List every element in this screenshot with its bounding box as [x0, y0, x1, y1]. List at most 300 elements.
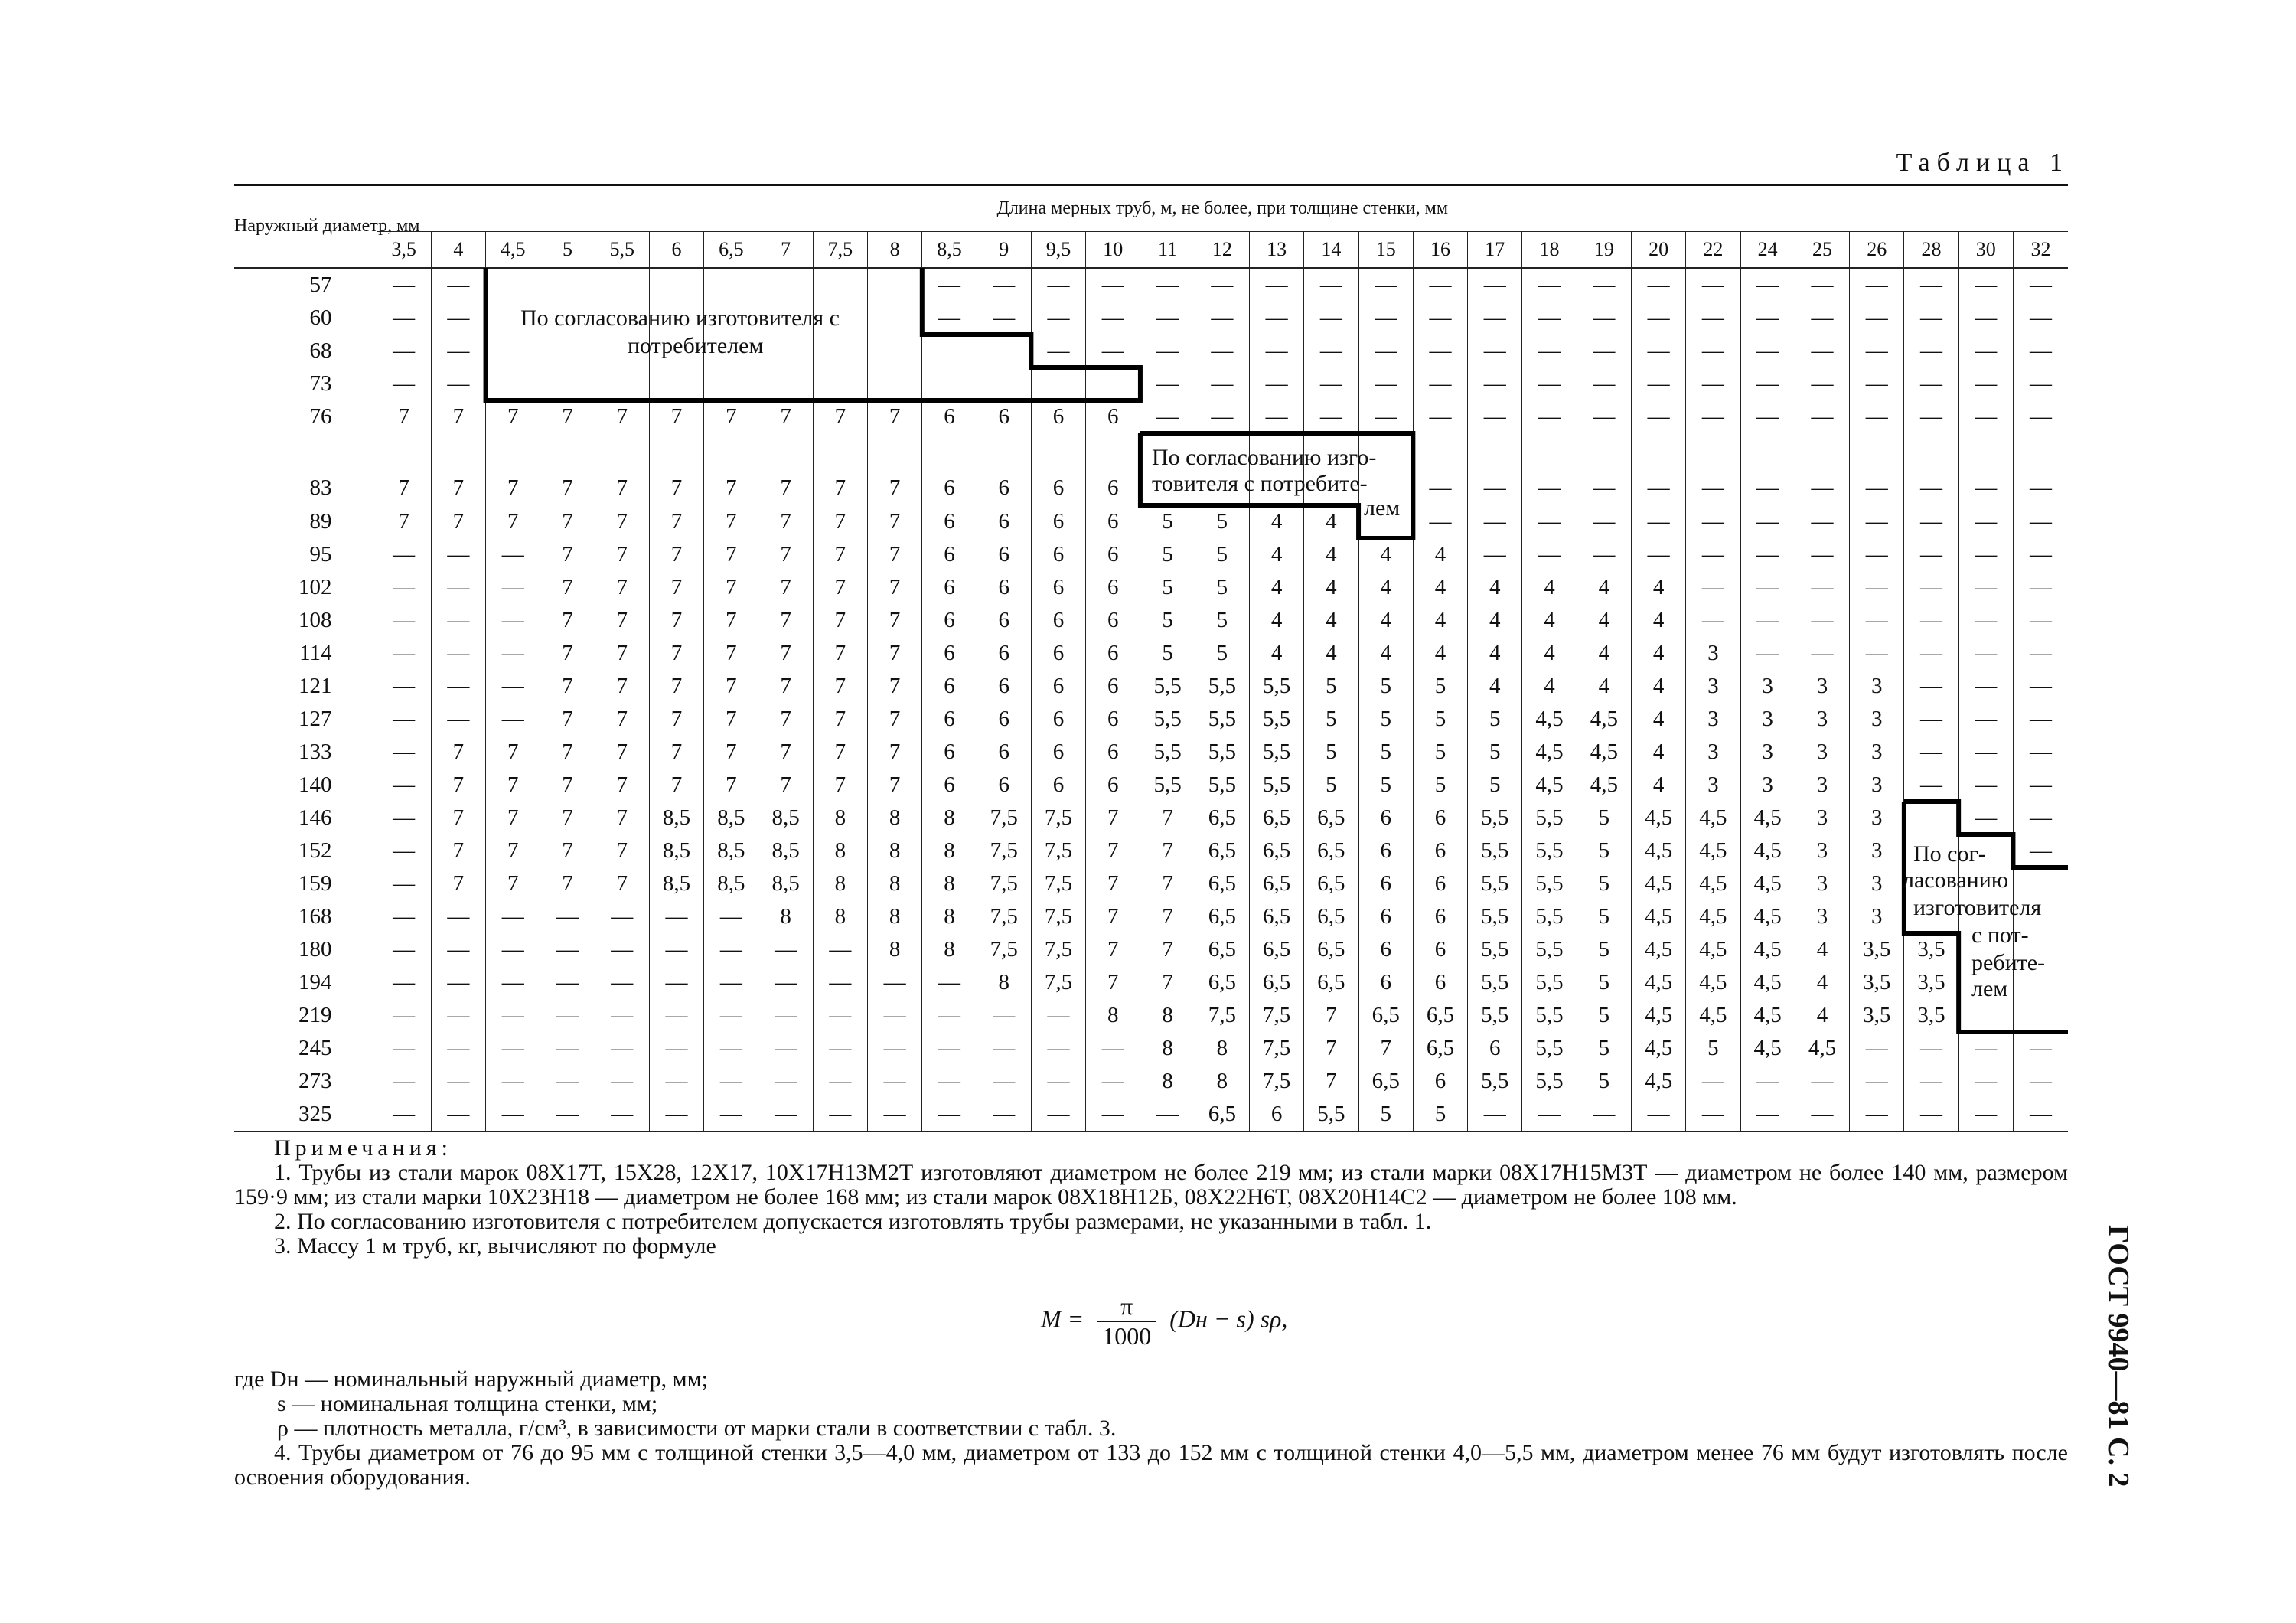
- length-cell: 4,5: [1686, 966, 1740, 999]
- diameter-cell: 73: [309, 371, 332, 396]
- length-cell: —: [1522, 268, 1577, 302]
- length-cell: 7: [704, 571, 758, 604]
- length-cell: 7: [431, 433, 485, 505]
- length-cell: —: [431, 966, 485, 999]
- length-cell: —: [2013, 400, 2068, 433]
- length-cell: —: [1250, 268, 1304, 302]
- length-cell: 8: [1140, 999, 1195, 1032]
- length-cell: 7: [758, 703, 813, 736]
- length-cell: —: [1086, 268, 1140, 302]
- length-cell: 7,5: [1250, 1032, 1304, 1065]
- length-cell: 6,5: [1304, 867, 1358, 900]
- length-cell: 4: [1304, 604, 1358, 637]
- length-cell: 7: [813, 736, 867, 769]
- length-cell: 4: [1577, 670, 1631, 703]
- length-cell: —: [377, 637, 431, 670]
- length-cell: —: [1304, 400, 1358, 433]
- length-cell: 7: [868, 604, 922, 637]
- length-cell: —: [758, 966, 813, 999]
- length-cell: —: [1795, 335, 1849, 367]
- table-row: [234, 268, 2068, 302]
- length-cell: —: [377, 834, 431, 867]
- length-cell: 4,5: [1740, 802, 1795, 834]
- length-cell: —: [1522, 400, 1577, 433]
- length-cell: 4,5: [1686, 802, 1740, 834]
- length-cell: 6: [977, 433, 1031, 505]
- length-cell: 5: [1195, 538, 1249, 571]
- length-cell: 7: [704, 433, 758, 505]
- length-cell: 6,5: [1304, 900, 1358, 933]
- length-cell: —: [486, 538, 540, 571]
- length-cell: —: [1358, 302, 1413, 335]
- length-cell: —: [540, 999, 595, 1032]
- length-cell: —: [431, 538, 485, 571]
- diameter-cell: 146: [298, 805, 332, 830]
- length-cell: 5: [1577, 834, 1631, 867]
- diameter-cell: 121: [298, 674, 332, 698]
- length-cell: —: [431, 1065, 485, 1098]
- length-cell: —: [1304, 302, 1358, 335]
- length-cell: 4,5: [1740, 933, 1795, 966]
- wall-header: 32: [2013, 232, 2068, 269]
- length-cell: —: [486, 999, 540, 1032]
- length-cell: 8: [868, 933, 922, 966]
- length-cell: 5: [1577, 802, 1631, 834]
- length-cell: —: [540, 900, 595, 933]
- length-cell: —: [1140, 302, 1195, 335]
- length-cell: 7: [649, 505, 703, 538]
- length-cell: 8: [868, 834, 922, 867]
- length-cell: —: [1631, 302, 1685, 335]
- length-cell: 7: [540, 769, 595, 802]
- length-cell: 7: [1140, 834, 1195, 867]
- length-cell: 6: [1358, 933, 1413, 966]
- wall-header: 7: [758, 232, 813, 269]
- diameter-cell: 95: [309, 542, 332, 567]
- table-row: [234, 999, 2068, 1032]
- length-cell: 7: [813, 400, 867, 433]
- length-cell: —: [431, 703, 485, 736]
- length-cell: 7: [868, 736, 922, 769]
- length-cell: —: [1686, 604, 1740, 637]
- length-cell: —: [377, 1065, 431, 1098]
- length-cell: 5: [1140, 505, 1195, 538]
- table-row: [234, 769, 2068, 802]
- length-cell: 4: [1577, 604, 1631, 637]
- length-cell: 7: [1086, 900, 1140, 933]
- length-cell: —: [1468, 505, 1522, 538]
- length-cell: 7: [649, 604, 703, 637]
- length-cell: 5: [1577, 933, 1631, 966]
- length-cell: —: [2013, 302, 2068, 335]
- length-cell: —: [868, 999, 922, 1032]
- note-2: 2. По согласованию изготовителя с потребителем допускается изготовлять трубы размерами, не указанными в табл. 1.: [274, 1209, 1432, 1234]
- length-cell: —: [922, 268, 977, 302]
- length-cell: 3: [1686, 670, 1740, 703]
- length-cell: —: [1195, 302, 1249, 335]
- length-cell: —: [377, 1032, 431, 1065]
- length-cell: —: [1686, 400, 1740, 433]
- length-cell: —: [922, 1065, 977, 1098]
- length-cell: 6,5: [1304, 802, 1358, 834]
- length-cell: 6: [1086, 571, 1140, 604]
- length-cell: —: [1522, 433, 1577, 505]
- length-cell: 4: [1250, 505, 1304, 538]
- length-cell: 7: [486, 834, 540, 867]
- length-cell: 4,5: [1577, 703, 1631, 736]
- length-cell: 4: [1304, 505, 1358, 538]
- length-cell: —: [1631, 1098, 1685, 1132]
- length-cell: —: [649, 966, 703, 999]
- length-cell: —: [868, 1032, 922, 1065]
- length-cell: 4: [1468, 571, 1522, 604]
- length-cell: 8,5: [758, 802, 813, 834]
- length-cell: 7: [595, 834, 649, 867]
- length-cell: 4,5: [1686, 933, 1740, 966]
- length-cell: —: [1195, 400, 1249, 433]
- length-cell: 8: [1140, 1032, 1195, 1065]
- diameter-cell: 245: [298, 1036, 332, 1060]
- length-cell: 5,5: [1250, 736, 1304, 769]
- length-cell: 6: [1358, 802, 1413, 834]
- length-cell: —: [431, 367, 485, 400]
- wall-header: 18: [1522, 232, 1577, 269]
- length-cell: —: [377, 703, 431, 736]
- length-cell: —: [758, 1098, 813, 1132]
- length-cell: —: [431, 670, 485, 703]
- length-cell: [486, 268, 540, 302]
- length-cell: —: [1958, 268, 2013, 302]
- length-cell: —: [1031, 999, 1085, 1032]
- length-cell: 7: [540, 802, 595, 834]
- length-cell: —: [1904, 505, 1958, 538]
- length-cell: 8: [1195, 1032, 1249, 1065]
- length-cell: [540, 367, 595, 400]
- length-cell: 7: [868, 538, 922, 571]
- length-cell: 4: [1522, 670, 1577, 703]
- length-cell: —: [1577, 367, 1631, 400]
- formula-lhs: M =: [1041, 1305, 1084, 1333]
- length-cell: 8,5: [649, 834, 703, 867]
- length-header: Длина мерных труб, м, не более, при толщине стенки, мм: [377, 185, 2068, 232]
- length-cell: —: [1686, 367, 1740, 400]
- length-cell: 3: [1795, 900, 1849, 933]
- length-cell: —: [1140, 367, 1195, 400]
- table-row: [234, 538, 2068, 571]
- length-cell: —: [431, 999, 485, 1032]
- length-cell: 5,5: [1250, 703, 1304, 736]
- length-cell: —: [1958, 802, 2013, 834]
- length-cell: —: [1904, 637, 1958, 670]
- length-cell: [813, 268, 867, 302]
- region3-text-d: с пот-: [1971, 923, 2029, 948]
- length-cell: 7: [1140, 966, 1195, 999]
- length-cell: —: [1904, 268, 1958, 302]
- length-cell: 6: [922, 571, 977, 604]
- length-cell: 5: [1195, 637, 1249, 670]
- length-cell: 5: [1413, 736, 1467, 769]
- length-cell: 5: [1358, 736, 1413, 769]
- length-cell: 7: [649, 736, 703, 769]
- length-cell: —: [486, 966, 540, 999]
- length-cell: 5: [1358, 670, 1413, 703]
- length-cell: 7: [595, 802, 649, 834]
- length-cell: 6,5: [1304, 834, 1358, 867]
- length-cell: 6: [977, 637, 1031, 670]
- length-cell: 5: [1195, 505, 1249, 538]
- length-cell: —: [1740, 268, 1795, 302]
- length-cell: 6: [1413, 867, 1467, 900]
- length-cell: 3: [1686, 703, 1740, 736]
- length-cell: 4: [1522, 604, 1577, 637]
- length-cell: —: [1850, 538, 1904, 571]
- length-cell: —: [1468, 302, 1522, 335]
- wall-header: 9: [977, 232, 1031, 269]
- length-cell: —: [813, 1098, 867, 1132]
- length-cell: 3: [1740, 670, 1795, 703]
- length-cell: 8: [868, 900, 922, 933]
- length-cell: —: [649, 1098, 703, 1132]
- length-cell: —: [377, 802, 431, 834]
- length-cell: 5,5: [1468, 802, 1522, 834]
- length-cell: 6: [922, 604, 977, 637]
- length-cell: 6: [977, 538, 1031, 571]
- length-cell: 8,5: [704, 867, 758, 900]
- length-cell: —: [1140, 400, 1195, 433]
- notes-title: Примечания:: [274, 1135, 452, 1161]
- length-cell: 5: [1577, 1032, 1631, 1065]
- length-cell: [704, 367, 758, 400]
- wall-header: 3,5: [377, 232, 431, 269]
- notes: [234, 1136, 2068, 1259]
- length-cell: 4,5: [1631, 867, 1685, 900]
- length-cell: 7: [540, 736, 595, 769]
- length-cell: 6: [922, 433, 977, 505]
- length-cell: —: [758, 999, 813, 1032]
- length-cell: 5,5: [1522, 966, 1577, 999]
- length-cell: 4: [1358, 637, 1413, 670]
- length-cell: 7,5: [1250, 1065, 1304, 1098]
- length-cell: —: [922, 302, 977, 335]
- length-cell: —: [1686, 268, 1740, 302]
- length-cell: 8,5: [704, 802, 758, 834]
- length-cell: 8: [922, 867, 977, 900]
- length-cell: 7: [1086, 933, 1140, 966]
- wall-header: 10: [1086, 232, 1140, 269]
- length-cell: 3: [1740, 703, 1795, 736]
- length-cell: 7: [377, 505, 431, 538]
- length-cell: 7: [540, 637, 595, 670]
- length-cell: —: [1904, 769, 1958, 802]
- wall-header: 15: [1358, 232, 1413, 269]
- length-cell: —: [540, 933, 595, 966]
- wall-header: 30: [1958, 232, 2013, 269]
- length-cell: 7: [1086, 802, 1140, 834]
- length-cell: —: [1686, 302, 1740, 335]
- length-cell: 6: [1086, 505, 1140, 538]
- table-row: [234, 736, 2068, 769]
- length-cell: —: [431, 302, 485, 335]
- length-cell: 3,5: [1904, 999, 1958, 1032]
- length-cell: 4: [1795, 999, 1849, 1032]
- length-cell: 5: [1413, 769, 1467, 802]
- length-cell: 7: [377, 433, 431, 505]
- length-cell: 7,5: [1031, 834, 1085, 867]
- length-cell: 3: [1740, 769, 1795, 802]
- length-cell: 7: [595, 433, 649, 505]
- length-cell: 5,5: [1468, 999, 1522, 1032]
- length-cell: [1904, 802, 1958, 834]
- length-cell: —: [2013, 1065, 2068, 1098]
- length-cell: 8,5: [704, 834, 758, 867]
- length-cell: —: [2013, 834, 2068, 867]
- table-row: [234, 302, 2068, 335]
- length-cell: —: [1358, 335, 1413, 367]
- length-cell: 3: [1795, 802, 1849, 834]
- length-cell: 4: [1413, 604, 1467, 637]
- length-cell: —: [1686, 571, 1740, 604]
- diameter-cell: 152: [298, 838, 332, 863]
- length-cell: 7: [1140, 900, 1195, 933]
- length-cell: —: [431, 335, 485, 367]
- length-cell: [704, 268, 758, 302]
- length-cell: 6: [1031, 433, 1085, 505]
- length-cell: 7: [377, 400, 431, 433]
- length-cell: —: [486, 933, 540, 966]
- region3-text-e: ребите-: [1971, 950, 2046, 975]
- length-cell: —: [1468, 433, 1522, 505]
- length-cell: —: [2013, 538, 2068, 571]
- table-row: [234, 867, 2068, 900]
- length-cell: [977, 367, 1031, 400]
- length-cell: [595, 268, 649, 302]
- length-cell: —: [1850, 400, 1904, 433]
- length-cell: —: [1631, 335, 1685, 367]
- length-cell: —: [1958, 538, 2013, 571]
- length-cell: —: [540, 966, 595, 999]
- length-cell: [1086, 367, 1140, 400]
- length-cell: —: [1904, 1032, 1958, 1065]
- length-cell: 4,5: [1631, 802, 1685, 834]
- length-cell: 5: [1358, 703, 1413, 736]
- length-cell: 4: [1413, 571, 1467, 604]
- length-cell: 6,5: [1413, 1032, 1467, 1065]
- length-cell: 6: [1031, 637, 1085, 670]
- length-cell: —: [1086, 1065, 1140, 1098]
- length-cell: 3: [1795, 703, 1849, 736]
- length-cell: 7: [540, 505, 595, 538]
- length-cell: —: [1031, 1032, 1085, 1065]
- length-cell: 4: [1631, 703, 1685, 736]
- length-cell: 6: [922, 703, 977, 736]
- length-cell: —: [704, 966, 758, 999]
- region2-text-a: По согласованию изго-: [1152, 445, 1377, 470]
- length-cell: 7: [595, 769, 649, 802]
- length-cell: —: [1740, 302, 1795, 335]
- length-cell: 7,5: [977, 900, 1031, 933]
- length-cell: 3,5: [1850, 933, 1904, 966]
- length-cell: —: [377, 335, 431, 367]
- length-cell: —: [1740, 433, 1795, 505]
- length-cell: 8: [977, 966, 1031, 999]
- length-cell: 7: [704, 538, 758, 571]
- wall-header: 7,5: [813, 232, 867, 269]
- length-cell: —: [649, 900, 703, 933]
- length-cell: 7,5: [1250, 999, 1304, 1032]
- length-cell: —: [595, 966, 649, 999]
- length-cell: —: [1522, 367, 1577, 400]
- length-cell: —: [1740, 505, 1795, 538]
- length-cell: 7: [758, 505, 813, 538]
- length-cell: 6: [1250, 1098, 1304, 1132]
- length-cell: —: [922, 1032, 977, 1065]
- wall-header: 9,5: [1031, 232, 1085, 269]
- length-cell: —: [1577, 505, 1631, 538]
- length-cell: 6,5: [1250, 867, 1304, 900]
- length-cell: —: [1740, 637, 1795, 670]
- length-cell: 7: [1086, 834, 1140, 867]
- length-cell: 8: [922, 933, 977, 966]
- length-cell: —: [1686, 505, 1740, 538]
- length-cell: 7: [486, 802, 540, 834]
- length-cell: 6: [1086, 703, 1140, 736]
- length-cell: —: [1413, 505, 1467, 538]
- length-cell: [977, 335, 1031, 367]
- length-cell: —: [868, 966, 922, 999]
- length-cell: —: [1850, 302, 1904, 335]
- length-cell: 4,5: [1631, 900, 1685, 933]
- legend-rho: ρ — плотность металла, г/см³, в зависимости от марки стали в соответствии с табл. 3.: [277, 1416, 1117, 1441]
- length-cell: —: [2013, 604, 2068, 637]
- length-cell: 6: [1031, 538, 1085, 571]
- wall-header: 12: [1195, 232, 1249, 269]
- length-cell: 7: [1304, 1032, 1358, 1065]
- length-cell: 3,5: [1904, 933, 1958, 966]
- length-cell: —: [1577, 400, 1631, 433]
- wall-header: 13: [1250, 232, 1304, 269]
- length-cell: 5,5: [1468, 1065, 1522, 1098]
- length-cell: 5,5: [1522, 900, 1577, 933]
- length-cell: 5,5: [1195, 736, 1249, 769]
- length-cell: 7: [595, 670, 649, 703]
- length-cell: 7: [813, 670, 867, 703]
- length-cell: [758, 367, 813, 400]
- length-cell: —: [1031, 268, 1085, 302]
- length-cell: 6: [977, 400, 1031, 433]
- length-cell: 4,5: [1740, 834, 1795, 867]
- length-cell: 7: [540, 538, 595, 571]
- length-cell: 5,5: [1468, 933, 1522, 966]
- length-cell: —: [758, 933, 813, 966]
- length-cell: 7: [1140, 933, 1195, 966]
- length-cell: 4: [1795, 966, 1849, 999]
- length-cell: 5: [1195, 571, 1249, 604]
- length-cell: 4: [1468, 670, 1522, 703]
- region1-text-line2: потребителем: [628, 333, 764, 358]
- length-cell: 5: [1686, 1032, 1740, 1065]
- length-cell: 5: [1140, 538, 1195, 571]
- diameter-cell: 168: [298, 904, 332, 929]
- length-cell: 8,5: [758, 867, 813, 900]
- length-cell: —: [1850, 1065, 1904, 1098]
- length-cell: —: [704, 1098, 758, 1132]
- table-row: [234, 966, 2068, 999]
- length-cell: 3: [1795, 736, 1849, 769]
- length-cell: 7: [649, 703, 703, 736]
- length-cell: 6: [1031, 571, 1085, 604]
- length-cell: —: [1577, 433, 1631, 505]
- length-cell: 6,5: [1250, 966, 1304, 999]
